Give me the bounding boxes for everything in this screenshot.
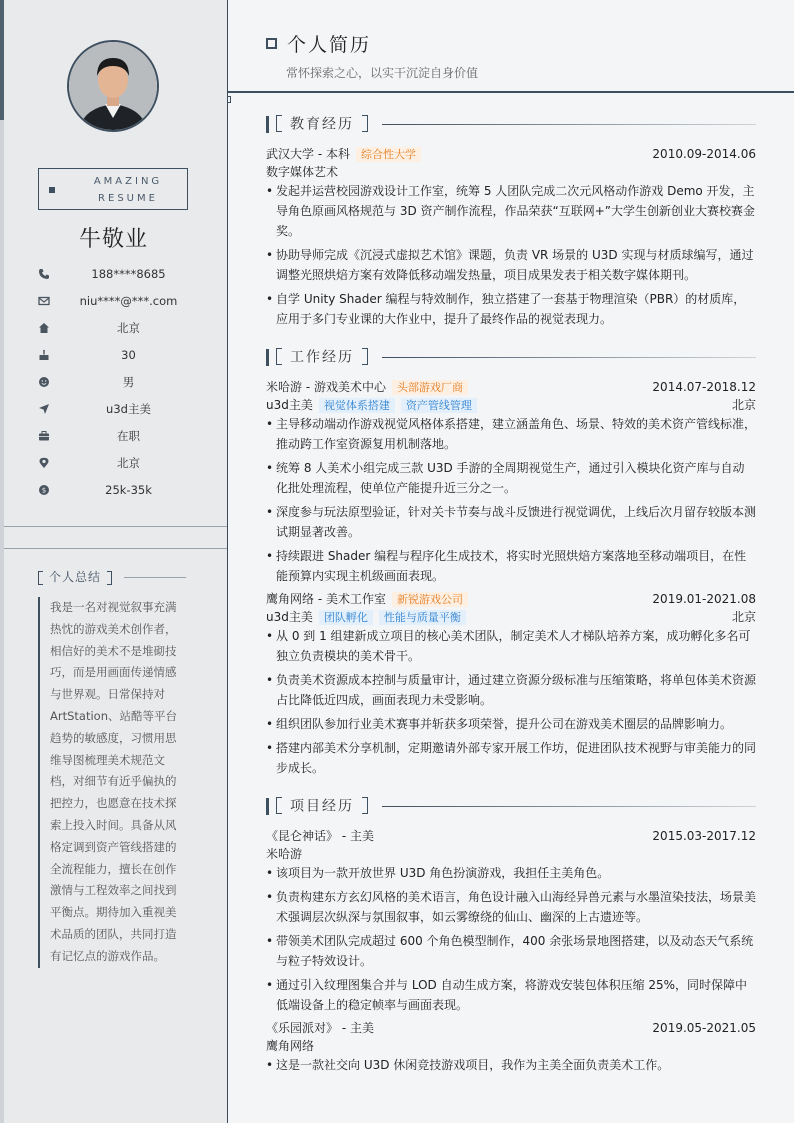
info-position (0, 400, 227, 420)
section-rule (382, 806, 756, 807)
send-icon (38, 403, 50, 415)
work-role-row (266, 608, 756, 626)
sidebar-stripe-accent (0, 0, 4, 120)
list-item: • 这是一款社交向 U3D 休闲竞技游戏项目，我作为主美全面负责美术工作。 (266, 1055, 756, 1075)
company-tag: 新锐游戏公司 (392, 592, 468, 607)
summary-heading (38, 568, 112, 585)
school-tag: 综合性大学 (356, 147, 421, 162)
info-city (0, 319, 227, 339)
list-item: • 发起并运营校园游戏设计工作室，统筹 5 人团队完成二次元风格动作游戏 Demo 开发，主导角色原画风格规范与 3D 资产制作流程，作品荣获“互联网+”大学生创新创业大赛校赛金奖。 (266, 181, 756, 241)
section-label (276, 349, 368, 367)
bracket-right-icon (107, 571, 112, 585)
company-tag: 头部游戏厂商 (392, 380, 468, 395)
work-city: 北京 (731, 398, 756, 412)
project-header (266, 1019, 756, 1037)
list-item: • 带领美术团队完成超过 600 个角色模型制作，400 余张场景地图搭建，以及动态天气系统与粒子特效设计。 (266, 931, 756, 971)
skill-tag: 性能与质量平衡 (379, 610, 466, 625)
page-title-text: 个人简历 (287, 34, 372, 56)
info-value: 188****8685 (91, 267, 166, 281)
section-rule (382, 124, 756, 125)
summary-text: 我是一名对视觉叙事充满热忱的游戏美术创作者，相信好的美术不是堆砌技巧，而是用画面传递情感与世界观。日常保持对ArtStation、站酷等平台趋势的敏感度，习惯用思维导图梳理美术规范文档，对细节有近乎偏执的把控力，也愿意在技术探索上投入时间。具备从风格定调到资产管线搭建的全流程能力，擅长在创作激情与工程效率之间找到平衡点。期待加入重视美术品质的团队，共同打造有记忆点的游戏作品。 (38, 597, 186, 968)
face-icon (38, 376, 50, 388)
work-date: 2014.07-2018.12 (652, 380, 756, 394)
section-bar-icon (266, 349, 269, 366)
briefcase-icon (38, 430, 50, 442)
project-company: 鹰角网络 (266, 1039, 315, 1053)
skill-tag: 视觉体系搭建 (319, 398, 395, 413)
project-date: 2019.05-2021.05 (652, 1021, 756, 1035)
list-item: • 自学 Unity Shader 编程与特效制作，独立搭建了一套基于物理渲染（PBR）的材质库，应用于多门专业课的大作业中，提升了最终作品的视觉表现力。 (266, 289, 756, 329)
page-title (266, 30, 371, 57)
info-salary (0, 481, 227, 501)
company-name: 鹰角网络 - 美术工作室 (266, 592, 386, 606)
list-item: • 深度参与玩法原型验证，针对关卡节奏与战斗反馈进行视觉调优，上线后次月留存较版本测试期显著改善。 (266, 502, 756, 542)
section-work-heading (266, 349, 756, 367)
bracket-left-icon (276, 115, 282, 132)
section-label (276, 798, 368, 816)
list-item: • 组织团队参加行业美术赛事并斩获多项荣誉，提升公司在游戏美术圈层的品牌影响力。 (266, 714, 756, 734)
cake-icon (38, 349, 50, 361)
badge-line-1: AMAZING (93, 176, 163, 187)
list-item: • 通过引入纹理图集合并与 LOD 自动生成方案，将游戏安装包体积压缩 25%，同时保障中低端设备上的稳定帧率与画面表现。 (266, 975, 756, 1015)
summary-heading-rule (124, 577, 186, 578)
header-rule (228, 91, 794, 93)
project-date: 2015.03-2017.12 (652, 829, 756, 843)
work-city: 北京 (731, 610, 756, 624)
badge-line-2: RESUME (98, 193, 158, 204)
work-role: u3d主美 (266, 398, 313, 412)
title-square-icon (266, 38, 277, 49)
section-title: 教育经历 (290, 116, 354, 133)
project-name: 《昆仑神话》 - 主美 (266, 829, 374, 843)
list-item: • 持续跟进 Shader 编程与程序化生成技术，将实时光照烘焙方案落地至移动端项目，在性能预算内实现主机级画面表现。 (266, 546, 756, 586)
work-date: 2019.01-2021.08 (652, 592, 756, 606)
info-value: 30 (121, 348, 136, 362)
info-status (0, 427, 227, 447)
avatar-portrait-icon (69, 42, 157, 130)
project-name: 《乐园派对》 - 主美 (266, 1021, 374, 1035)
list-item: • 负责构建东方玄幻风格的美术语言，角色设计融入山海经异兽元素与水墨渲染技法，场景美术强调层次纵深与氛围叙事，如云雾缭绕的仙山、幽深的上古遗迹等。 (266, 887, 756, 927)
bracket-left-icon (38, 571, 43, 585)
bracket-right-icon (362, 348, 368, 365)
email-icon (38, 295, 50, 307)
header-corner-mark (227, 96, 231, 103)
school-name: 武汉大学 - 本科 (266, 147, 350, 161)
sidebar-divider (4, 526, 227, 527)
badge-text (69, 173, 187, 207)
sidebar-divider (4, 548, 227, 549)
sidebar (0, 0, 228, 1123)
education-major: 数字媒体艺术 (266, 165, 339, 179)
summary-title-text: 个人总结 (49, 570, 102, 584)
list-item: • 搭建内部美术分享机制，定期邀请外部专家开展工作坊，促进团队技术视野与审美能力的同步成长。 (266, 738, 756, 778)
section-bar-icon (266, 798, 269, 815)
section-title: 项目经历 (290, 798, 354, 815)
work-role-row (266, 396, 756, 414)
section-label (276, 116, 368, 134)
info-value: u3d主美 (106, 402, 151, 416)
info-value: 北京 (117, 321, 140, 335)
project-company: 米哈游 (266, 847, 303, 861)
info-age (0, 346, 227, 366)
info-value: 男 (122, 375, 135, 389)
location-pin-icon (38, 457, 50, 469)
bracket-right-icon (362, 115, 368, 132)
page-subtitle: 常怀探索之心，以实干沉淀自身价值 (286, 66, 479, 80)
info-value: 在职 (117, 429, 140, 443)
badge-square-icon (49, 187, 55, 193)
list-item: • 该项目为一款开放世界 U3D 角色扮演游戏，我担任主美角色。 (266, 863, 756, 883)
project-header (266, 827, 756, 845)
bracket-left-icon (276, 797, 282, 814)
work-header (266, 590, 756, 608)
work-role: u3d主美 (266, 610, 313, 624)
section-rule (382, 357, 756, 358)
info-email (0, 292, 227, 312)
money-icon (38, 484, 50, 496)
skill-tag: 资产管线管理 (401, 398, 477, 413)
list-item: • 主导移动端动作游戏视觉风格体系搭建，建立涵盖角色、场景、特效的美术资产管线标准，推动跨工作室资源复用机制落地。 (266, 414, 756, 454)
education-date: 2010.09-2014.06 (652, 147, 756, 161)
info-value: 北京 (117, 456, 140, 470)
section-project-heading (266, 798, 756, 816)
company-name: 米哈游 - 游戏美术中心 (266, 380, 386, 394)
list-item: • 协助导师完成《沉浸式虚拟艺术馆》课题，负责 VR 场景的 U3D 实现与材质球编写，通过调整光照烘焙方案有效降低移动端发热量，项目成果发表于相关数字媒体期刊。 (266, 245, 756, 285)
info-phone (0, 265, 227, 285)
work-header (266, 378, 756, 396)
section-education-heading (266, 116, 756, 134)
list-item: • 负责美术资源成本控制与质量审计，通过建立资源分级标准与压缩策略，将单包体美术资源占比降低近四成，画面表现力未受影响。 (266, 670, 756, 710)
bracket-left-icon (276, 348, 282, 365)
education-header (266, 145, 756, 163)
section-title: 工作经历 (290, 349, 354, 366)
section-bar-icon (266, 116, 269, 133)
phone-icon (38, 268, 50, 280)
sidebar-stripe (0, 0, 4, 1123)
svg-text:$: $ (41, 486, 47, 495)
info-gender (0, 373, 227, 393)
amazing-resume-badge (38, 168, 188, 210)
info-target-city (0, 454, 227, 474)
avatar (67, 40, 159, 132)
home-icon (38, 322, 50, 334)
info-value: niu****@***.com (79, 294, 178, 308)
bracket-right-icon (362, 797, 368, 814)
info-value: 25k-35k (105, 483, 152, 497)
person-name: 牛敬业 (78, 227, 148, 252)
list-item: • 从 0 到 1 组建新成立项目的核心美术团队，制定美术人才梯队培养方案，成功孵化多名可独立负责模块的美术骨干。 (266, 626, 756, 666)
list-item: • 统筹 8 人美术小组完成三款 U3D 手游的全周期视觉生产，通过引入模块化资产库与自动化批处理流程，使单位产能提升近三分之一。 (266, 458, 756, 498)
skill-tag: 团队孵化 (319, 610, 373, 625)
